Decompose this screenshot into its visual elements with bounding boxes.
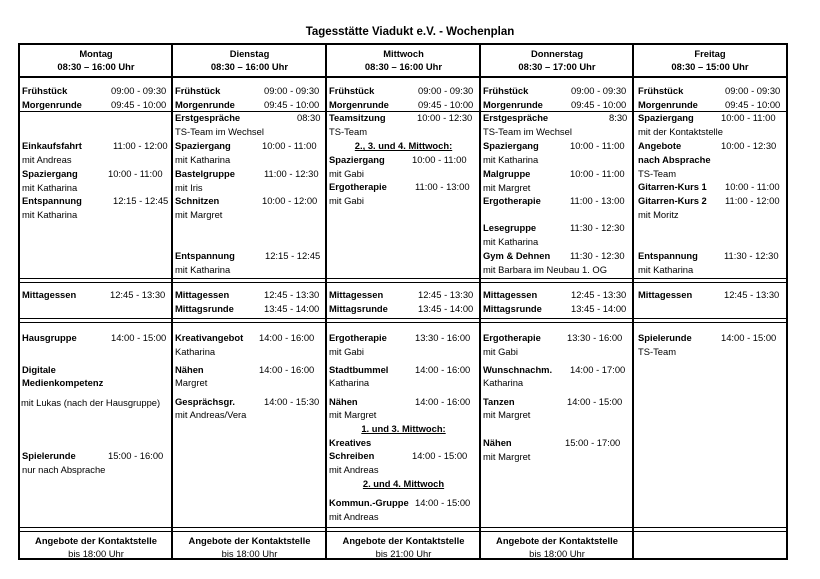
tue-kontakt-time: bis 18:00 Uhr bbox=[221, 548, 278, 559]
tue-kreativ-time: 14:00 - 16:00 bbox=[259, 332, 315, 343]
tue-mittag: Mittagessen bbox=[175, 289, 230, 300]
tue-mittag-time: 12:45 - 13:30 bbox=[264, 289, 320, 300]
tue-kreativ: Kreativangebot bbox=[175, 332, 244, 343]
thu-kontakt: Angebote der Kontaktstelle bbox=[496, 535, 618, 546]
mon-medien-sub: mit Lukas (nach der Hausgruppe) bbox=[21, 397, 161, 408]
tue-gespraech-time: 14:00 - 15:30 bbox=[264, 396, 320, 407]
tue-entspannung-time: 12:15 - 12:45 bbox=[265, 250, 321, 261]
mon-fruehstueck: Frühstück bbox=[22, 85, 68, 96]
tue-erst: Erstgespräche bbox=[175, 112, 241, 123]
day-header-friday: Freitag bbox=[694, 48, 726, 59]
fri-spaziergang-sub: mit der Kontaktstelle bbox=[638, 126, 723, 137]
tue-kreativ-sub: Katharina bbox=[175, 346, 216, 357]
fri-gitarre1: Gitarren-Kurs 1 bbox=[638, 181, 707, 192]
fri-angebote-sub: nach Absprache bbox=[638, 154, 711, 165]
mon-kontakt: Angebote der Kontaktstelle bbox=[35, 535, 157, 546]
thu-gym-time: 11:30 - 12:30 bbox=[570, 250, 625, 261]
tue-mittagsrunde-time: 13:45 - 14:00 bbox=[264, 303, 320, 314]
fri-entspannung: Entspannung bbox=[638, 250, 698, 261]
wed-kreatives: Kreatives bbox=[329, 437, 372, 448]
day-hours-friday: 08:30 – 15:00 Uhr bbox=[671, 61, 749, 72]
mon-spaziergang: Spaziergang bbox=[22, 168, 78, 179]
wed-note-1-3: 1. und 3. Mittwoch: bbox=[361, 423, 446, 434]
wed-mittag: Mittagessen bbox=[329, 289, 384, 300]
fri-morgenrunde-time: 09:45 - 10:00 bbox=[725, 99, 781, 110]
tue-naehen-sub: Margret bbox=[175, 377, 208, 388]
day-hours-monday: 08:30 – 16:00 Uhr bbox=[57, 61, 135, 72]
wed-kontakt: Angebote der Kontaktstelle bbox=[342, 535, 465, 546]
mon-einkauf-sub: mit Andreas bbox=[22, 154, 72, 165]
mon-einkauf-time: 11:00 - 12:00 bbox=[113, 140, 168, 151]
mon-hausgruppe: Hausgruppe bbox=[22, 332, 77, 343]
mon-morgenrunde-time: 09:45 - 10:00 bbox=[111, 99, 167, 110]
thu-mittagsrunde-time: 13:45 - 14:00 bbox=[571, 303, 627, 314]
day-hours-tuesday: 08:30 – 16:00 Uhr bbox=[210, 61, 289, 72]
thu-gym-sub: mit Barbara im Neubau 1. OG bbox=[483, 264, 608, 275]
tue-naehen: Nähen bbox=[175, 364, 204, 375]
tue-schnitzen-sub: mit Margret bbox=[175, 209, 223, 220]
thu-ergo2-time: 13:30 - 16:00 bbox=[567, 332, 623, 343]
thu-mal: Malgruppe bbox=[483, 168, 531, 179]
tue-kontakt: Angebote der Kontaktstelle bbox=[188, 535, 311, 546]
wed-kontakt-time: bis 21:00 Uhr bbox=[375, 548, 432, 559]
tue-entspannung-sub: mit Katharina bbox=[175, 264, 231, 275]
fri-gitarre1-time: 10:00 - 11:00 bbox=[725, 181, 780, 192]
wed-morgenrunde: Morgenrunde bbox=[329, 99, 389, 110]
wed-note-2-4: 2. und 4. Mittwoch bbox=[362, 478, 445, 489]
tue-schnitzen-time: 10:00 - 12:00 bbox=[262, 195, 318, 206]
tue-fruehstueck: Frühstück bbox=[175, 85, 221, 96]
mon-spaziergang-time: 10:00 - 11:00 bbox=[108, 168, 163, 179]
thu-morgenrunde: Morgenrunde bbox=[483, 99, 543, 110]
thu-morgenrunde-time: 09:45 - 10:00 bbox=[571, 99, 627, 110]
tue-fruehstueck-time: 09:00 - 09:30 bbox=[264, 85, 320, 96]
mon-entspannung-time: 12:15 - 12:45 bbox=[113, 195, 169, 206]
thu-spaziergang-sub: mit Katharina bbox=[483, 154, 539, 165]
thu-erst-time: 8:30 bbox=[609, 112, 628, 123]
fri-fruehstueck: Frühstück bbox=[638, 85, 684, 96]
wed-stadt-sub: Katharina bbox=[329, 377, 370, 388]
tue-spaziergang: Spaziergang bbox=[175, 140, 231, 151]
thu-mittagsrunde: Mittagsrunde bbox=[483, 303, 542, 314]
wed-kommun-time: 14:00 - 15:00 bbox=[415, 497, 471, 508]
thu-spaziergang: Spaziergang bbox=[483, 140, 539, 151]
fri-angebote-team: TS-Team bbox=[638, 168, 677, 179]
page-title: Tagesstätte Viadukt e.V. - Wochenplan bbox=[305, 26, 515, 38]
thu-mittag: Mittagessen bbox=[483, 289, 538, 300]
thu-spaziergang-time: 10:00 - 11:00 bbox=[570, 140, 625, 151]
wed-mittag-time: 12:45 - 13:30 bbox=[418, 289, 474, 300]
tue-spaziergang-sub: mit Katharina bbox=[175, 154, 231, 165]
tue-erst-time: 08:30 bbox=[297, 112, 321, 123]
thu-naehen: Nähen bbox=[483, 437, 512, 448]
thu-tanzen-time: 14:00 - 15:00 bbox=[567, 396, 623, 407]
thu-tanzen: Tanzen bbox=[483, 396, 515, 407]
fri-gitarre2-sub: mit Moritz bbox=[638, 209, 679, 220]
wed-mittagsrunde: Mittagsrunde bbox=[329, 303, 388, 314]
tue-mittagsrunde: Mittagsrunde bbox=[175, 303, 234, 314]
mon-mittag: Mittagessen bbox=[22, 289, 77, 300]
fri-gitarre2-time: 11:00 - 12:00 bbox=[725, 195, 780, 206]
tue-schnitzen: Schnitzen bbox=[175, 195, 220, 206]
fri-gitarre2: Gitarren-Kurs 2 bbox=[638, 195, 707, 206]
wed-spaziergang: Spaziergang bbox=[329, 154, 385, 165]
mon-spielerunde-time: 15:00 - 16:00 bbox=[108, 450, 164, 461]
wed-ergo-sub: mit Gabi bbox=[329, 195, 364, 206]
tue-erst-sub: TS-Team im Wechsel bbox=[175, 126, 264, 137]
wed-fruehstueck: Frühstück bbox=[329, 85, 375, 96]
mon-medien: Medienkompetenz bbox=[22, 377, 104, 388]
day-header-thursday: Donnerstag bbox=[530, 48, 584, 59]
wed-ergo: Ergotherapie bbox=[329, 181, 387, 192]
fri-spielerunde-time: 14:00 - 15:00 bbox=[721, 332, 777, 343]
fri-mittag-time: 12:45 - 13:30 bbox=[724, 289, 780, 300]
tue-naehen-time: 14:00 - 16:00 bbox=[259, 364, 315, 375]
tue-spaziergang-time: 10:00 - 11:00 bbox=[262, 140, 317, 151]
thu-fruehstueck-time: 09:00 - 09:30 bbox=[571, 85, 627, 96]
wed-team-time: 10:00 - 12:30 bbox=[417, 112, 473, 123]
thu-wunsch-time: 14:00 - 17:00 bbox=[570, 364, 626, 375]
fri-spaziergang-time: 10:00 - 11:00 bbox=[721, 112, 776, 123]
fri-spielerunde: Spielerunde bbox=[638, 332, 692, 343]
tue-entspannung: Entspannung bbox=[175, 250, 235, 261]
wed-fruehstueck-time: 09:00 - 09:30 bbox=[418, 85, 474, 96]
wed-team-sub: TS-Team bbox=[329, 126, 368, 137]
fri-spielerunde-sub: TS-Team bbox=[638, 346, 677, 357]
thu-kontakt-time: bis 18:00 Uhr bbox=[529, 548, 585, 559]
thu-lese: Lesegruppe bbox=[483, 222, 537, 233]
wed-stadt: Stadtbummel bbox=[329, 364, 389, 375]
tue-bastel-sub: mit Iris bbox=[175, 182, 203, 193]
day-hours-wednesday: 08:30 – 16:00 Uhr bbox=[364, 61, 443, 72]
thu-lese-sub: mit Katharina bbox=[483, 236, 539, 247]
thu-wunsch: Wunschnachm. bbox=[483, 364, 553, 375]
day-header-monday: Montag bbox=[79, 48, 113, 59]
thu-wunsch-sub: Katharina bbox=[483, 377, 524, 388]
fri-entspannung-sub: mit Katharina bbox=[638, 264, 694, 275]
thu-ergo2: Ergotherapie bbox=[483, 332, 541, 343]
thu-naehen-time: 15:00 - 17:00 bbox=[565, 437, 621, 448]
thu-gym: Gym & Dehnen bbox=[483, 250, 551, 261]
fri-spaziergang: Spaziergang bbox=[638, 112, 694, 123]
wed-spaziergang-sub: mit Gabi bbox=[329, 168, 364, 179]
fri-morgenrunde: Morgenrunde bbox=[638, 99, 698, 110]
thu-ergo2-sub: mit Gabi bbox=[483, 346, 518, 357]
wed-naehen-sub: mit Margret bbox=[329, 409, 377, 420]
fri-angebote: Angebote bbox=[638, 140, 682, 151]
mon-hausgruppe-time: 14:00 - 15:00 bbox=[111, 332, 167, 343]
tue-gespraech: Gesprächsgr. bbox=[175, 396, 235, 407]
wed-ergo2-sub: mit Gabi bbox=[329, 346, 364, 357]
fri-entspannung-time: 11:30 - 12:30 bbox=[724, 250, 779, 261]
thu-naehen-sub: mit Margret bbox=[483, 451, 531, 462]
wed-naehen: Nähen bbox=[329, 396, 358, 407]
wed-schreiben: Schreiben bbox=[329, 450, 375, 461]
thu-erst-sub: TS-Team im Wechsel bbox=[483, 126, 572, 137]
wed-spaziergang-time: 10:00 - 11:00 bbox=[412, 154, 467, 165]
wed-naehen-time: 14:00 - 16:00 bbox=[415, 396, 471, 407]
fri-mittag: Mittagessen bbox=[638, 289, 693, 300]
thu-ergo-time: 11:00 - 13:00 bbox=[570, 195, 625, 206]
thu-fruehstueck: Frühstück bbox=[483, 85, 529, 96]
mon-fruehstueck-time: 09:00 - 09:30 bbox=[111, 85, 167, 96]
wed-team: Teamsitzung bbox=[329, 112, 386, 123]
thu-mal-time: 10:00 - 11:00 bbox=[570, 168, 625, 179]
wed-ergo-time: 11:00 - 13:00 bbox=[415, 181, 470, 192]
mon-spielerunde: Spielerunde bbox=[22, 450, 76, 461]
mon-entspannung-sub: mit Katharina bbox=[22, 209, 78, 220]
tue-morgenrunde: Morgenrunde bbox=[175, 99, 235, 110]
tue-bastel: Bastelgruppe bbox=[175, 168, 235, 179]
wed-morgenrunde-time: 09:45 - 10:00 bbox=[418, 99, 474, 110]
mon-einkauf: Einkaufsfahrt bbox=[22, 140, 82, 151]
mon-morgenrunde: Morgenrunde bbox=[22, 99, 82, 110]
mon-mittag-time: 12:45 - 13:30 bbox=[110, 289, 166, 300]
tue-bastel-time: 11:00 - 12:30 bbox=[264, 168, 319, 179]
day-header-wednesday: Mittwoch bbox=[383, 48, 424, 59]
day-header-tuesday: Dienstag bbox=[229, 48, 270, 59]
wed-schreiben-time: 14:00 - 15:00 bbox=[412, 450, 468, 461]
fri-fruehstueck-time: 09:00 - 09:30 bbox=[725, 85, 781, 96]
thu-lese-time: 11:30 - 12:30 bbox=[570, 222, 625, 233]
thu-mal-sub: mit Margret bbox=[483, 182, 531, 193]
mon-entspannung: Entspannung bbox=[22, 195, 82, 206]
wed-kommun: Kommun.-Gruppe bbox=[329, 497, 409, 508]
tue-morgenrunde-time: 09:45 - 10:00 bbox=[264, 99, 320, 110]
wed-note-2-3-4: 2., 3. und 4. Mittwoch: bbox=[354, 140, 453, 151]
wed-ergo2-time: 13:30 - 16:00 bbox=[415, 332, 471, 343]
wed-mittagsrunde-time: 13:45 - 14:00 bbox=[418, 303, 474, 314]
wed-stadt-time: 14:00 - 16:00 bbox=[415, 364, 471, 375]
wed-kommun-sub: mit Andreas bbox=[329, 511, 379, 522]
day-hours-thursday: 08:30 – 17:00 Uhr bbox=[518, 61, 596, 72]
thu-tanzen-sub: mit Margret bbox=[483, 409, 531, 420]
thu-ergo: Ergotherapie bbox=[483, 195, 541, 206]
mon-kontakt-time: bis 18:00 Uhr bbox=[68, 548, 124, 559]
tue-gespraech-sub: mit Andreas/Vera bbox=[175, 409, 247, 420]
thu-mittag-time: 12:45 - 13:30 bbox=[571, 289, 627, 300]
mon-spielerunde-sub: nur nach Absprache bbox=[22, 464, 106, 475]
wed-ergo2: Ergotherapie bbox=[329, 332, 387, 343]
mon-spaziergang-sub: mit Katharina bbox=[22, 182, 78, 193]
thu-erst: Erstgespräche bbox=[483, 112, 549, 123]
fri-angebote-time: 10:00 - 12:30 bbox=[721, 140, 777, 151]
wed-schreiben-sub: mit Andreas bbox=[329, 464, 379, 475]
mon-digitale: Digitale bbox=[22, 364, 56, 375]
